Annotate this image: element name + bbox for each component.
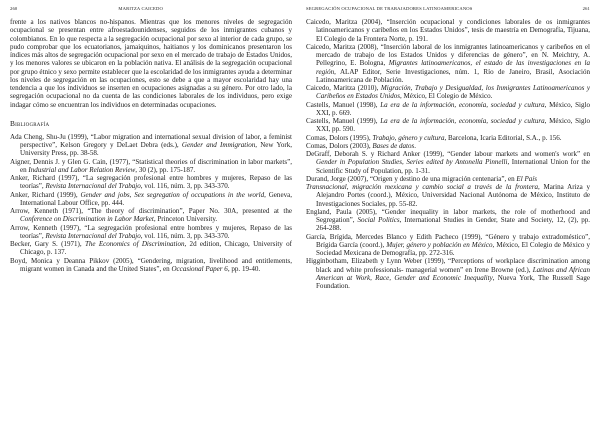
reference-entry (306, 101, 590, 118)
reference-ital: El País (516, 174, 537, 183)
reference-post: , México, El Colegio de México. (399, 92, 493, 101)
reference-ital: Conference on Discrimination in Labor Market (20, 215, 154, 224)
reference-post: , Princeton University. (153, 215, 218, 224)
reference-ital: The Economics of Discrimination (84, 240, 185, 248)
reference-ital: Mujer, género y población en México (386, 240, 493, 249)
reference-ital: Social Politics (357, 216, 400, 224)
reference-entry (306, 183, 590, 208)
reference-pre: Aigner, Dennis J. y Glen G. Cain, (1977), “Statistical theories of discrimination in labor markets”, en (10, 157, 292, 174)
reference-ital: Migrantes latinoamericanos, el estado de las investigaciones en la región (316, 59, 590, 76)
reference-pre: Boyd, Monica y Deanna Pikkov (2005), “Gendering, migration, livelihood and entitlements, migrant women in Canada and the United States”, en (10, 256, 292, 273)
reference-entry (10, 257, 292, 274)
page-number: 261 (582, 6, 590, 11)
reference-entry (10, 224, 292, 241)
reference-entry (10, 174, 292, 191)
reference-entry (306, 142, 590, 150)
reference-pre: Ada Cheng, Shu-Ju (1999), “Labor migration and international sexual division of labor, a feminist perspective”, Kelson Gregory y DeLaet Debra (eds.), (10, 132, 292, 149)
reference-entry (10, 133, 292, 158)
reference-pre: Castells, Manuel (1999), (306, 117, 381, 125)
reference-ital: Gender and Immigration (181, 141, 256, 149)
reference-post: , 2d edition, Chicago, University of Chicago, p. 137. (20, 240, 292, 257)
reference-ital: Transnacional, migración mexicana y cambio social a través de la frontera (306, 183, 538, 191)
reference-post: , New York, University Press, pp. 38-58. (20, 141, 292, 158)
reference-pre: Anker, Richard (1999), (10, 190, 81, 199)
left-page (0, 0, 298, 431)
reference-entry (10, 207, 292, 224)
reference-pre: Caicedo, Maritza (2008), “Inserción laboral de los inmigrantes latinoamericanos y caribeños en el mercado de trabajo de los Estados Unidos y diferencias de género”, en N. Meichtry, A. Pellegrino, E. Bologna, (306, 42, 590, 68)
reference-post: , International Union for the Scientific Study of Population, pp. 1-31. (316, 158, 590, 175)
reference-pre: Becker, Gary S. (1971), (10, 240, 85, 248)
right-running-header (306, 6, 590, 14)
reference-post: , Nueva York, The Russell Sage Foundation. (316, 273, 590, 290)
reference-pre: Higginbotham, Elizabeth y Lynn Weber (1999), “Perceptions of workplace discrimination among black and white professionals- managerial women” en Irene Browne (ed.), (306, 257, 590, 274)
reference-list (306, 18, 590, 290)
reference-ital: Revista Internacional del Trabajo (45, 231, 141, 240)
right-page (304, 0, 600, 431)
reference-pre: Arrow, Kenneth (1971), “The theory of discrimination”, Paper No. 30A, presented at the (10, 207, 292, 215)
reference-entry (306, 43, 590, 84)
reference-post: . (414, 141, 417, 150)
left-running-header (10, 6, 292, 14)
reference-post: , 30 (2), pp. 175-187. (135, 165, 196, 174)
reference-list (10, 133, 292, 273)
reference-ital: La era de la información, economía, sociedad y cultura (380, 100, 545, 109)
reference-post: , Geneva, International Labour Office, pp. 444. (20, 190, 292, 207)
reference-entry (10, 240, 292, 257)
reference-pre: England, Paula (2005), “Gender inequality in labor markets, the role of motherhood and Segregation”, (306, 207, 590, 224)
reference-entry (306, 18, 590, 43)
page-number: 260 (10, 6, 18, 11)
reference-entry (306, 233, 590, 258)
reference-pre: Anker, Richard (1997), “La segregación profesional entre hombres y mujeres, Repaso de las teorías”, (10, 174, 292, 191)
reference-pre: Durand, Jorge (2007), “Origen y destino de una migración centenaria”, en (306, 174, 517, 183)
reference-entry (306, 257, 590, 290)
running-head-title: SEGREGACIÓN OCUPACIONAL DE TRABAJADORES LATINOAMERICANOS (306, 6, 473, 11)
reference-pre: Caicedo, Maritza (2010), (306, 84, 381, 92)
reference-ital: Occasional Paper 6 (171, 264, 228, 273)
reference-ital: Gender in Population Studies, Series edited by Antonella Pinnelli (316, 158, 508, 167)
body-paragraph: frente a los nativos blancos no-hispanos. Mientras que los menores niveles de segregación ocupacional se presentan entre afroestadounidenses, seguidos de los inmigrantes cubanos y colombianos. En lo que respecta a la segregación ocupacional por sexo al interior de cada grupo, se pudo comprobar que los ecuatorianos, jamaiquinos, haitianos y los dominicanos presentaron los índices más altos de segregación ocupacional por sexo en el mercado de trabajo de Estados Unidos, y los menores valores se ubicaron en la población nativa. El análisis de la segregación ocupacional por grupo étnico y sexo permite establecer que la escolaridad de los inmigrantes ayuda a determinar los niveles de segregación en las ocupaciones, esto se debe a que a mayor escolaridad hay una tendencia a que los individuos se inserten en ocupaciones asignadas a su género. Por otro lado, la segregación ocupacional no da cuenta de las condiciones laborales de los individuos, pero exige indagar cómo se encuentran los individuos en determinadas ocupaciones. (10, 18, 292, 109)
reference-post: , International Studies in Gender, State and Society, 12, (2), pp. 264-288. (316, 216, 591, 233)
bibliography-heading: Bibliografía (10, 118, 50, 128)
reference-ital: Bases de datos (372, 141, 415, 150)
reference-pre: Castells, Manuel (1998), (306, 100, 381, 109)
reference-pre: Arrow, Kenneth (1997), “La segregación profesional entre hombres y mujeres, Repaso de las teorías”, (10, 223, 292, 240)
reference-post: , pp. 19-40. (227, 264, 261, 273)
reference-post: , México, Siglo XXI, pp. 590. (316, 117, 590, 134)
reference-entry (10, 191, 292, 208)
reference-ital: Migración, Trabajo y Desigualdad, los Inmigrantes Latinoamericanos y Caribeños en Estados Unidos (316, 84, 590, 101)
reference-pre: DeGraff, Deborah S. y Richard Anker (1999), “Gender labour markets and women's work” en (306, 150, 590, 158)
reference-entry (306, 150, 590, 175)
reference-ital: Gender and jobs, Sex segregation of occupations in the world (80, 190, 265, 199)
reference-ital: Latinas and African American at Work, Race, Gender and Economic Inequality (316, 265, 590, 282)
reference-post: , vol. 116, núm. 3, pp. 343-370. (140, 231, 230, 240)
reference-post: , México, El Colegio de México y Sociedad Mexicana de Demografía, pp. 272-316. (316, 240, 590, 257)
reference-post: , ALAP Editor, Serie Investigaciones, núm. 1, Río de Janeiro, Brasil, Asociación Latinoamericana de Población. (316, 67, 590, 84)
reference-pre: Caicedo, Maritza (2004), “Inserción ocupacional y condiciones laborales de os inmigrantes latinoamericanos y caribeños en los Estados Unidos”, tesis de maestría en Demografía, Tijuana, El Colegio de la Frontera Norte, p. 191. (306, 18, 590, 43)
reference-post: , vol. 116, núm. 3, pp. 343-370. (140, 182, 230, 191)
running-head-author: MARITZA CAICEDO (118, 6, 163, 11)
reference-entry (306, 84, 590, 101)
reference-ital: La era de la información, economía, sociedad y cultura (380, 117, 545, 125)
reference-post: , México, Siglo XXI, p. 669. (316, 100, 590, 117)
reference-ital: Industrial and Labor Relation Review (28, 165, 136, 174)
reference-entry (306, 208, 590, 233)
reference-entry (306, 134, 590, 142)
reference-ital: Revista Internacional del Trabajo (45, 182, 141, 191)
reference-entry (306, 117, 590, 134)
reference-pre: Comas, Dolors (2003), (306, 141, 373, 150)
reference-pre: Comas, Dolors (1995), (306, 133, 373, 142)
reference-pre: García, Brígida, Mercedes Blanco y Edith Pacheco (1999), “Género y trabajo extradoméstico”, Brígida García (coord.), (306, 232, 590, 249)
reference-entry (10, 158, 292, 175)
reference-post: , Barcelona, Icaria Editorial, S.A., p. 156. (444, 133, 562, 142)
reference-post: , Marina Ariza y Alejandro Portes (coord.), México, Universidad Nacional Autónoma de México, Instituto de Investigaciones Sociales, pp. 55-82. (316, 183, 590, 208)
reference-ital: Trabajo, género y cultura (372, 133, 445, 142)
reference-entry (306, 175, 590, 183)
